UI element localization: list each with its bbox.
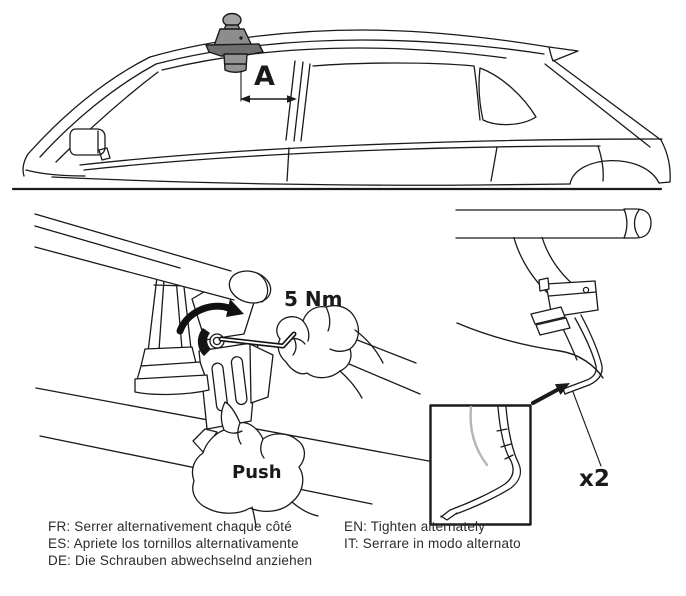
crossbar-right xyxy=(456,209,651,238)
quantity-label: x2 xyxy=(579,466,610,492)
torque-label: 5 Nm xyxy=(284,287,343,311)
instruction-de: DE: Die Schrauben abwechselnd anziehen xyxy=(48,553,313,568)
instructions-left-column xyxy=(48,518,312,569)
rear-wheel-arch xyxy=(570,161,659,184)
support-foot xyxy=(135,277,209,394)
instruction-en: EN: Tighten alternately xyxy=(344,519,486,534)
mount-body xyxy=(214,29,252,46)
mount-foot xyxy=(224,54,247,72)
instructions-right-column xyxy=(344,518,521,552)
side-mirror xyxy=(70,129,110,160)
quantity-leader-line xyxy=(573,392,601,466)
instruction-it: IT: Serrare in modo alternato xyxy=(344,536,521,551)
instruction-es: ES: Apriete los tornillos alternativamente xyxy=(48,536,299,551)
bracket-detail-illustration xyxy=(431,209,652,525)
push-label: Push xyxy=(232,462,282,483)
car-side-view-illustration xyxy=(23,14,670,186)
inset-detail-box xyxy=(431,406,531,525)
rear-spoiler xyxy=(549,47,578,61)
instruction-fr: FR: Serrer alternativement chaque côté xyxy=(48,519,292,534)
dimension-label: A xyxy=(254,61,276,92)
hand-tightening xyxy=(277,306,383,398)
door-frame-edge xyxy=(457,323,603,378)
quarter-window xyxy=(479,68,536,125)
